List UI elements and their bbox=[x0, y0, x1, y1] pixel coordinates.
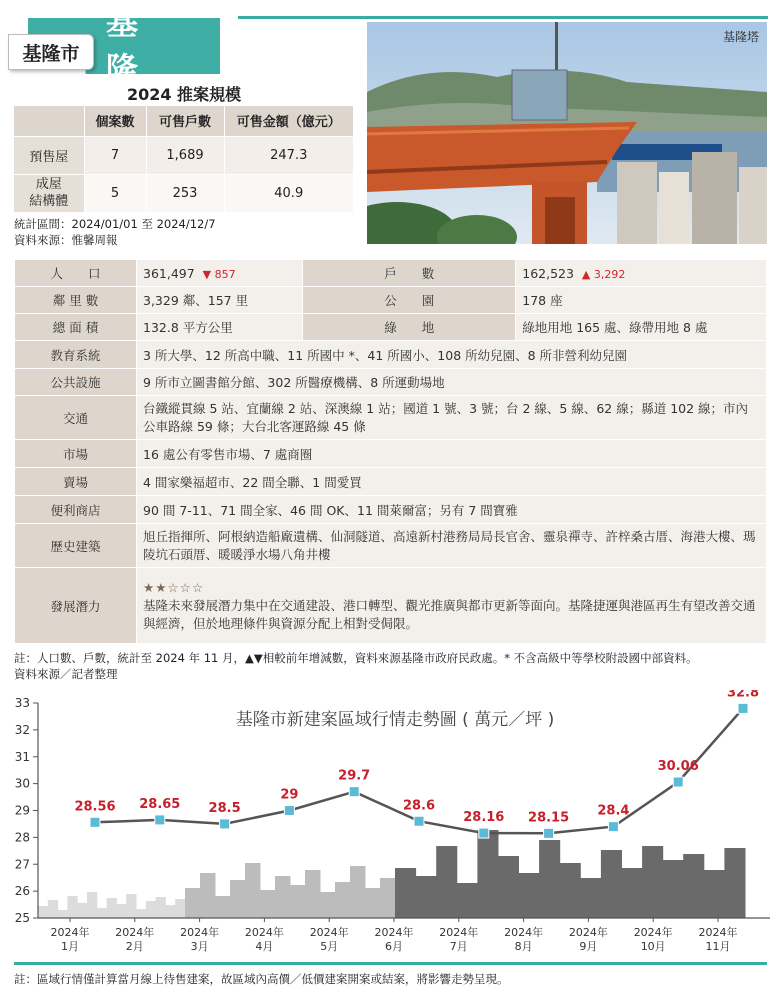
info-row bbox=[15, 524, 767, 568]
data-label: 32.8 bbox=[726, 690, 760, 701]
skyline-building bbox=[642, 846, 663, 918]
skyline-building bbox=[519, 873, 540, 918]
skyline-building bbox=[724, 848, 745, 918]
skyline-building bbox=[290, 885, 306, 918]
skyline-building bbox=[107, 898, 117, 918]
info-value-education: 3 所大學、12 所高中職、11 所國中 *、41 所國小、108 所幼兒園、8 所非營利幼兒園 bbox=[137, 341, 767, 369]
skyline-building bbox=[580, 878, 601, 918]
info-value-population bbox=[137, 260, 303, 287]
data-label: 28.56 bbox=[74, 799, 116, 815]
y-tick-label: 28 bbox=[14, 830, 30, 845]
summary-cell: 7 bbox=[84, 136, 146, 174]
data-point bbox=[220, 819, 230, 829]
y-tick-label: 29 bbox=[14, 803, 30, 818]
skyline-building bbox=[416, 876, 437, 918]
info-value-public: 9 所市立圖書館分館、302 所醫療機構、8 所運動場地 bbox=[137, 369, 767, 396]
skyline-building bbox=[48, 900, 58, 918]
info-value-green: 綠地用地 165 處、綠帶用地 8 處 bbox=[516, 314, 767, 341]
skyline-building bbox=[622, 868, 643, 918]
photo-illustration bbox=[367, 22, 767, 244]
info-label-mall: 賣場 bbox=[15, 468, 137, 496]
population-number: 361,497 bbox=[143, 265, 195, 281]
info-row bbox=[15, 369, 767, 396]
x-tick-label: 2024年 5月 bbox=[309, 926, 349, 953]
info-label-store: 便利商店 bbox=[15, 496, 137, 524]
y-tick-label: 25 bbox=[14, 911, 30, 925]
info-row bbox=[15, 341, 767, 369]
x-tick-labels bbox=[51, 925, 738, 953]
summary-title: 2024 推案規模 bbox=[126, 85, 242, 104]
info-value-parks: 178 座 bbox=[516, 287, 767, 314]
info-value-market: 16 處公有零售市場、7 處商圈 bbox=[137, 440, 767, 468]
info-row bbox=[15, 440, 767, 468]
summary-cell: 40.9 bbox=[224, 174, 354, 212]
city-tag: 基隆市 bbox=[8, 34, 94, 70]
x-tick-label: 2024年 6月 bbox=[374, 926, 414, 953]
summary-cell: 247.3 bbox=[224, 136, 354, 174]
photo-caption: 基隆塔 bbox=[722, 30, 759, 44]
data-point bbox=[608, 822, 618, 832]
skyline-building bbox=[320, 892, 336, 918]
footnote-top bbox=[14, 650, 774, 682]
skyline-building bbox=[275, 876, 291, 918]
skyline-building bbox=[175, 899, 185, 918]
households-number: 162,523 bbox=[522, 265, 574, 281]
skyline-building bbox=[67, 896, 77, 918]
chart-title: 基隆市新建案區域行情走勢圖 ( 萬元／坪 ) bbox=[235, 710, 555, 730]
info-label-villages: 鄰 里 數 bbox=[15, 287, 137, 314]
skyline-building bbox=[498, 856, 519, 918]
city-info-table bbox=[14, 259, 767, 644]
summary-row-completed bbox=[14, 174, 354, 212]
data-label: 28.16 bbox=[463, 810, 505, 826]
info-value-area: 132.8 平方公里 bbox=[137, 314, 303, 341]
population-change: ▼ 857 bbox=[202, 267, 236, 281]
data-point bbox=[544, 828, 554, 838]
footnote-population: 註：人口數、戶數，統計至 2024 年 11 月，▲▼相較前年增減數，資料來源基隆市政府民政處。* 不含高級中等學校附設國中部資料。 bbox=[14, 651, 698, 665]
info-label-public: 公共設施 bbox=[15, 369, 137, 396]
skyline-building bbox=[245, 863, 261, 918]
skyline-building bbox=[365, 888, 381, 918]
skyline-building bbox=[395, 868, 416, 918]
summary-note-source: 資料來源：惟馨周報 bbox=[14, 233, 118, 247]
info-row bbox=[15, 496, 767, 524]
info-row bbox=[15, 468, 767, 496]
data-label: 29 bbox=[280, 787, 299, 803]
info-row bbox=[15, 260, 767, 287]
keelung-tower-photo bbox=[367, 22, 767, 244]
info-label-transport: 交通 bbox=[15, 396, 137, 440]
y-tick-label: 33 bbox=[14, 696, 30, 710]
footnote-bottom: 註：區域行情僅計算當月線上待售建案，故區域內高價／低價建案開案或結案，將影響走勢呈現。 bbox=[14, 972, 509, 986]
skyline-building bbox=[335, 882, 351, 918]
y-tick-label: 30 bbox=[14, 776, 30, 791]
skyline-building bbox=[136, 909, 146, 918]
skyline-building bbox=[436, 846, 457, 918]
data-label: 30.06 bbox=[657, 759, 699, 775]
summary-cell: 253 bbox=[146, 174, 224, 212]
info-row bbox=[15, 287, 767, 314]
info-row bbox=[15, 314, 767, 341]
info-label-population: 人 口 bbox=[15, 260, 137, 287]
summary-row-label: 預售屋 bbox=[14, 136, 84, 174]
skyline-building bbox=[380, 878, 396, 918]
skyline-building bbox=[704, 870, 725, 918]
skyline-building bbox=[663, 860, 684, 918]
info-value-potential bbox=[137, 568, 767, 644]
y-tick-labels bbox=[15, 696, 30, 925]
info-value-households bbox=[516, 260, 767, 287]
skyline-building bbox=[146, 901, 156, 918]
info-label-potential: 發展潛力 bbox=[15, 568, 137, 644]
info-label-area: 總 面 積 bbox=[15, 314, 137, 341]
skyline-building bbox=[305, 870, 321, 918]
x-tick-label: 2024年 3月 bbox=[180, 926, 220, 953]
summary-corner bbox=[14, 106, 84, 136]
skyline-building bbox=[539, 840, 560, 918]
info-label-households: 戶 數 bbox=[303, 260, 516, 287]
skyline-building bbox=[58, 910, 68, 918]
skyline-building bbox=[185, 888, 201, 918]
skyline-building bbox=[560, 863, 581, 918]
x-tick-label: 2024年 8月 bbox=[504, 926, 544, 953]
price-trend-chart bbox=[0, 690, 783, 962]
data-point bbox=[349, 787, 359, 797]
info-label-education: 教育系統 bbox=[15, 341, 137, 369]
skyline-building bbox=[97, 908, 107, 918]
summary-cell: 5 bbox=[84, 174, 146, 212]
skyline-building bbox=[457, 883, 478, 918]
skyline-building bbox=[230, 880, 246, 918]
skyline-building bbox=[350, 866, 366, 918]
summary-col-units: 可售戶數 bbox=[146, 106, 224, 136]
skyline-building bbox=[156, 897, 166, 918]
data-point bbox=[90, 817, 100, 827]
info-row bbox=[15, 396, 767, 440]
skyline-building bbox=[165, 905, 175, 918]
skyline-building bbox=[601, 850, 622, 918]
x-tick-label: 2024年 4月 bbox=[244, 926, 284, 953]
header-rule bbox=[238, 16, 768, 19]
data-label: 28.5 bbox=[208, 800, 241, 816]
y-tick-label: 27 bbox=[14, 857, 30, 872]
data-point bbox=[155, 815, 165, 825]
summary-cell: 1,689 bbox=[146, 136, 224, 174]
data-label: 28.15 bbox=[528, 810, 570, 826]
skyline-building bbox=[116, 904, 126, 918]
summary-col-amount: 可售金額（億元） bbox=[224, 106, 354, 136]
skyline-building bbox=[87, 892, 97, 918]
info-value-villages: 3,329 鄰、157 里 bbox=[137, 287, 303, 314]
data-label: 28.65 bbox=[139, 796, 181, 812]
summary-table bbox=[14, 106, 354, 213]
city-name-large: 基 隆 bbox=[106, 4, 159, 88]
summary-row-presale bbox=[14, 136, 354, 174]
data-point bbox=[284, 806, 294, 816]
x-tick-label: 2024年 11月 bbox=[698, 926, 738, 953]
skyline-building bbox=[200, 873, 216, 918]
skyline-building bbox=[126, 894, 136, 918]
summary-col-cases: 個案數 bbox=[84, 106, 146, 136]
info-value-transport: 台鐵縱貫線 5 站、宜蘭線 2 站、深澳線 1 站；國道 1 號、3 號；台 2 線、5 線、62 線；縣道 102 線；市內公車路線 59 條；大台北客運路線 45 條 bbox=[137, 396, 767, 440]
data-point bbox=[738, 703, 748, 713]
data-point bbox=[673, 777, 683, 787]
info-value-heritage: 旭丘指揮所、阿根納造船廠遺構、仙洞隧道、高遠新村港務局局長官舍、靈泉禪寺、許梓桑古厝、海港大樓、瑪陵坑石頭厝、暖暖淨水場八角井樓 bbox=[137, 524, 767, 568]
y-tick-label: 32 bbox=[14, 722, 30, 737]
y-tick-label: 26 bbox=[14, 884, 30, 899]
skyline-building bbox=[683, 854, 704, 918]
skyline-building bbox=[260, 890, 276, 918]
potential-stars: ★★☆☆☆ bbox=[143, 579, 205, 595]
info-value-store: 90 間 7-11、71 間全家、46 間 OK、11 間萊爾富；另有 7 間寶雅 bbox=[137, 496, 767, 524]
info-value-mall: 4 間家樂福超市、22 間全聯、1 間愛買 bbox=[137, 468, 767, 496]
potential-text: 基隆未來發展潛力集中在交通建設、港口轉型、觀光推廣與都市更新等面向。基隆捷運與港區再生有望改善交通與經濟，但於地理條件與資源分配上相對受侷限。 bbox=[143, 597, 756, 631]
x-tick-label: 2024年 10月 bbox=[633, 926, 673, 953]
data-label: 29.7 bbox=[338, 768, 371, 784]
x-tick-label: 2024年 7月 bbox=[439, 926, 479, 953]
info-label-market: 市場 bbox=[15, 440, 137, 468]
x-tick-label: 2024年 9月 bbox=[568, 926, 608, 953]
data-point bbox=[414, 816, 424, 826]
skyline-decoration bbox=[38, 830, 746, 918]
chart-svg bbox=[0, 690, 783, 962]
footnote-source: 資料來源／記者整理 bbox=[14, 667, 118, 681]
skyline-building bbox=[215, 896, 231, 918]
y-tick-label: 31 bbox=[14, 749, 30, 764]
data-label: 28.6 bbox=[402, 798, 436, 814]
summary-row-label: 成屋 結構體 bbox=[14, 174, 84, 212]
summary-note-period: 統計區間：2024/01/01 至 2024/12/7 bbox=[14, 217, 216, 231]
info-label-heritage: 歷史建築 bbox=[15, 524, 137, 568]
footer-rule bbox=[14, 962, 767, 965]
skyline-building bbox=[477, 830, 498, 918]
summary-header-row bbox=[14, 106, 354, 136]
skyline-building bbox=[38, 906, 48, 918]
x-tick-label: 2024年 1月 bbox=[50, 926, 90, 953]
data-point bbox=[479, 828, 489, 838]
skyline-building bbox=[77, 903, 87, 918]
info-row bbox=[15, 568, 767, 644]
info-label-parks: 公 園 bbox=[303, 287, 516, 314]
info-label-green: 綠 地 bbox=[303, 314, 516, 341]
data-label: 28.4 bbox=[597, 803, 630, 819]
households-change: ▲ 3,292 bbox=[581, 267, 626, 281]
summary-notes bbox=[14, 216, 216, 248]
x-tick-label: 2024年 2月 bbox=[115, 926, 155, 953]
